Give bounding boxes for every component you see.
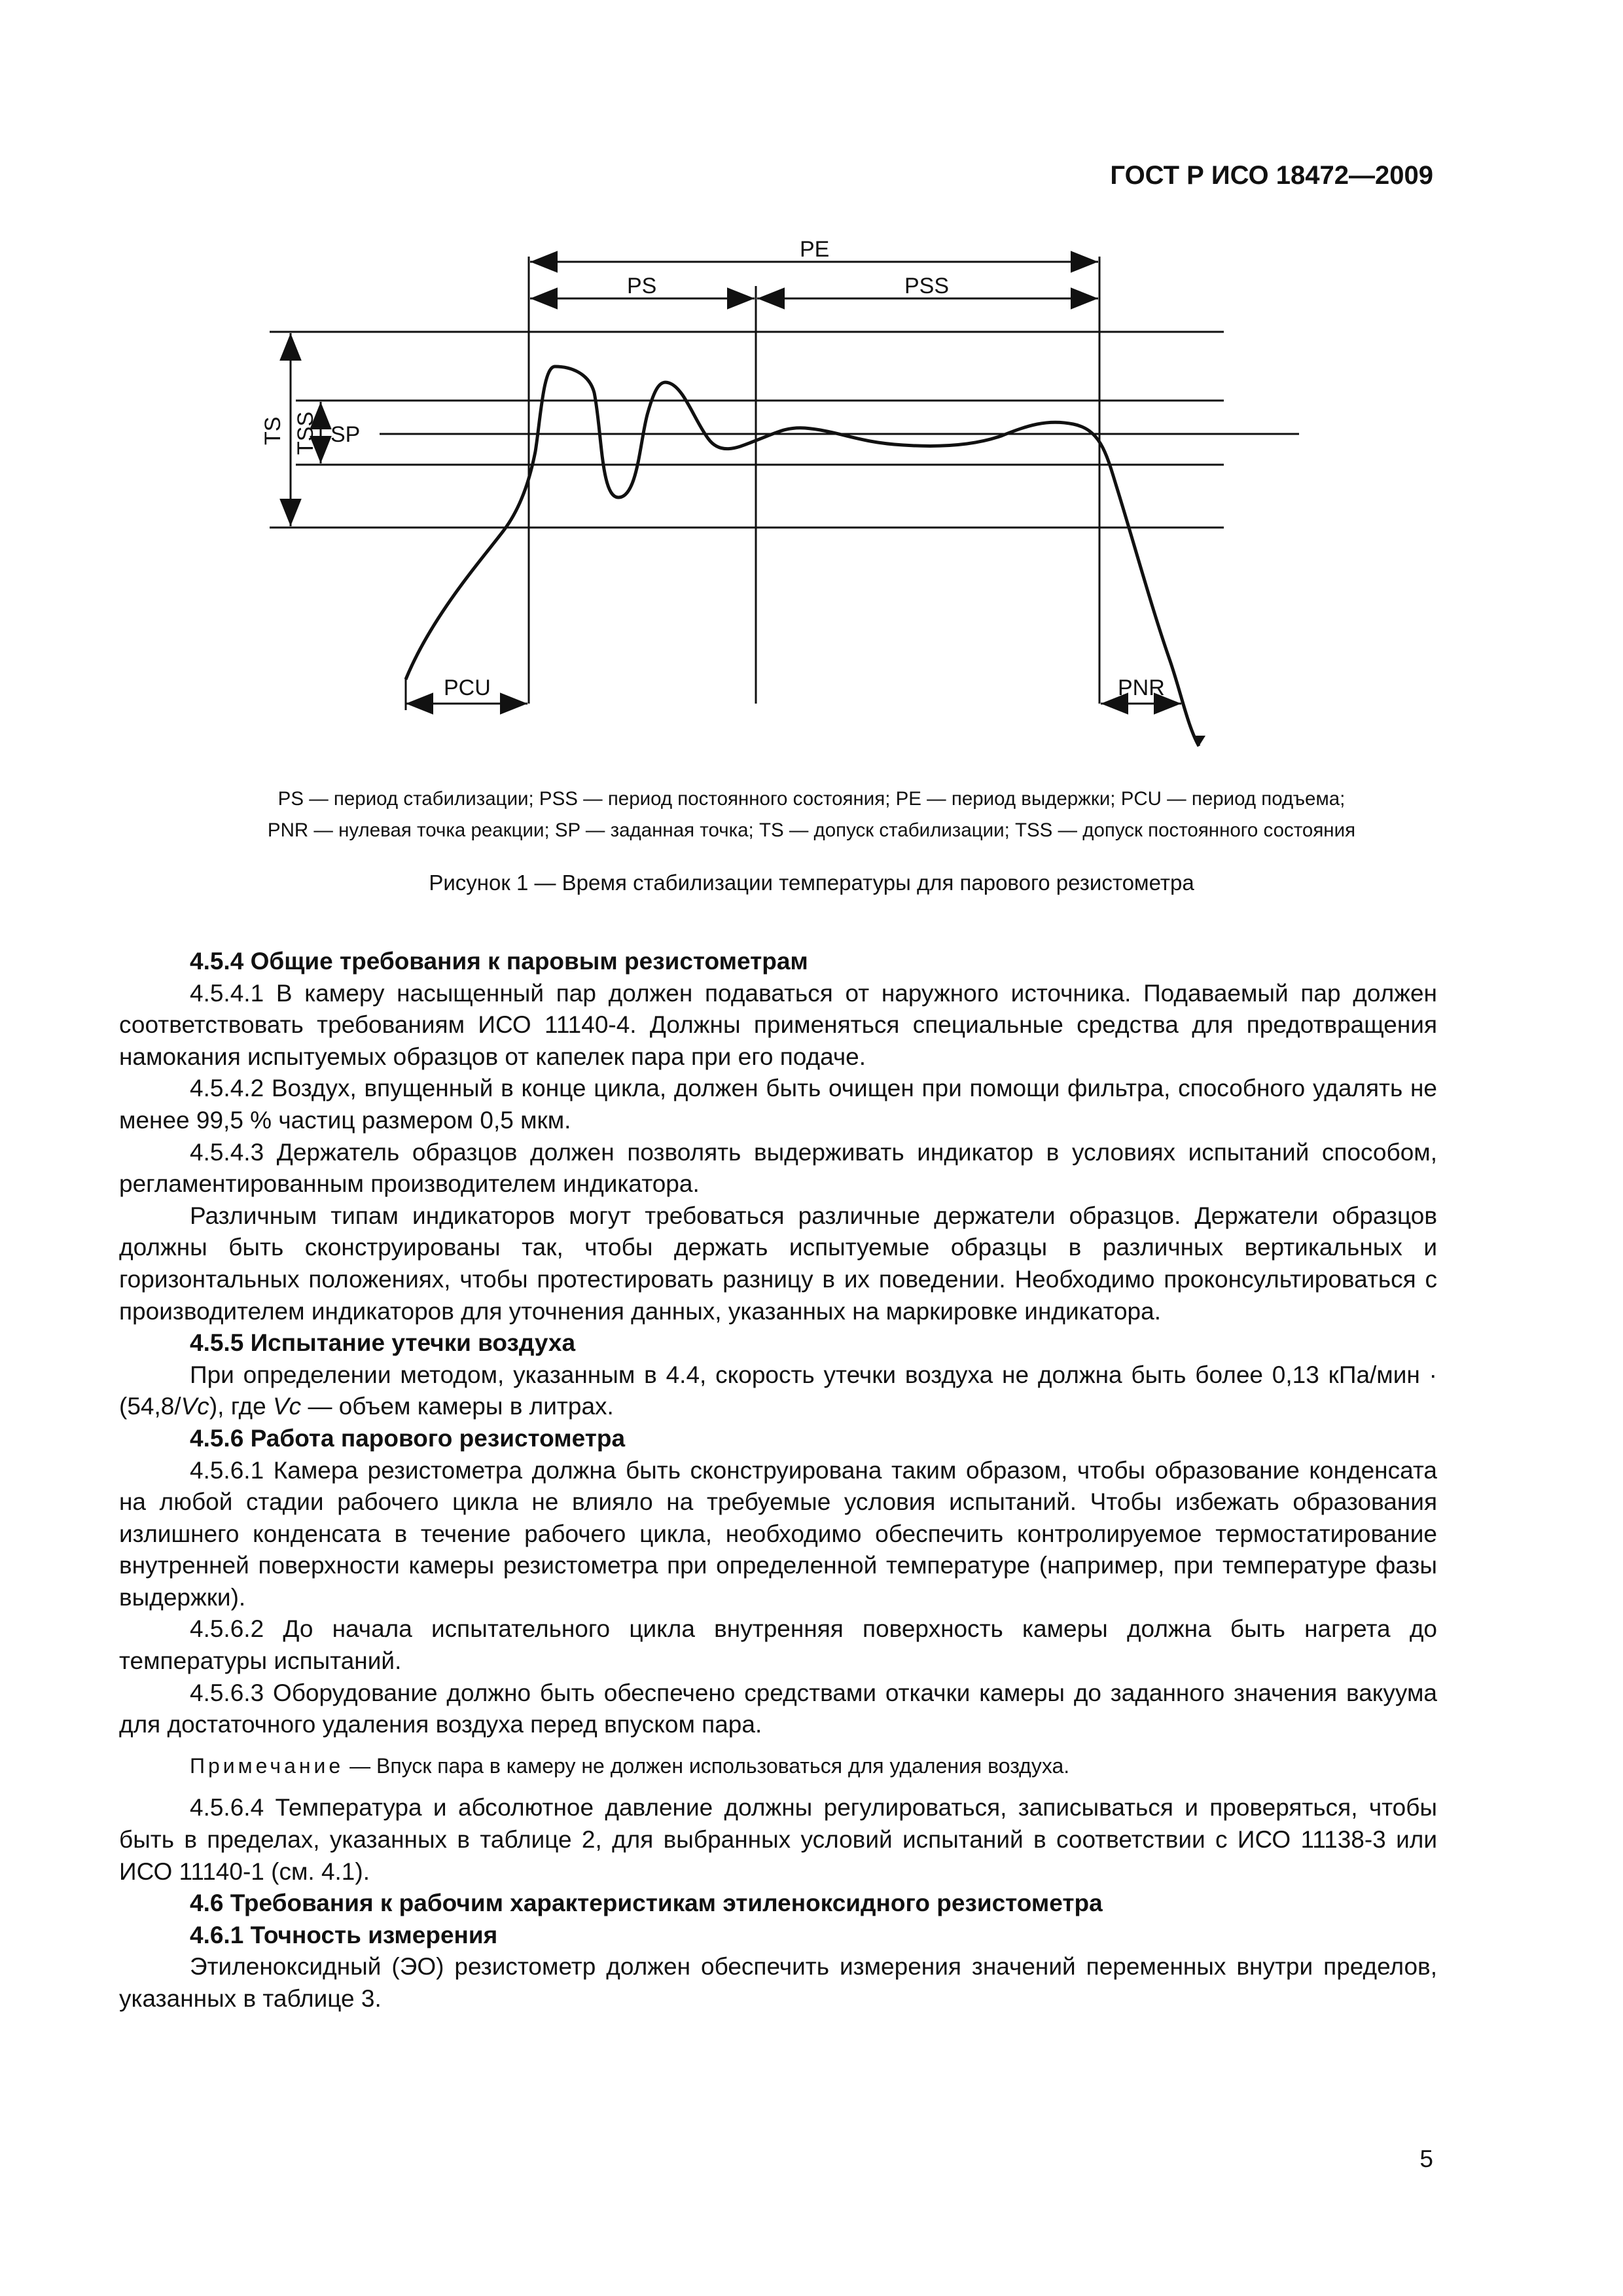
heading-4-5-4: 4.5.4 Общие требования к паровым резистометрам	[190, 948, 808, 975]
tss-label: TSS	[293, 411, 318, 455]
heading-4-5-6: 4.5.6 Работа парового резистометра	[190, 1424, 626, 1452]
pss-label: PSS	[904, 274, 950, 298]
temperature-curve	[406, 367, 1199, 746]
heading-4-6: 4.6 Требования к рабочим характеристикам этиленоксидного резистометра	[190, 1890, 1103, 1917]
figure-legend-line1: PS — период стабилизации; PSS — период постоянного состояния; PE — период выдержки; PCU — период подъема;	[277, 788, 1346, 810]
note: Примечание — Впуск пара в камеру не должен использоваться для удаления воздуха.	[190, 1753, 1070, 1778]
paragraph-4-5-6-3: 4.5.6.3 Оборудование должно быть обеспечено средствами откачки камеры до заданного значения вакуума для достаточного удаления воздуха перед впуском пара.	[119, 1679, 1437, 1738]
document-header: ГОСТ Р ИСО 18472—2009	[1110, 161, 1433, 190]
paragraph-holders: Различным типам индикаторов могут требоваться различные держатели образцов. Держатели образцов должны быть сконструированы так, чтобы держать испытуемые образцы в различных вертикальных и горизонтальных положениях, чтобы протестировать разницу в их поведении. Необходимо проконсультироваться с производителем индикаторов для уточнения данных, указанных на маркировке индикатора.	[119, 1202, 1437, 1325]
paragraph-4-5-4-3: 4.5.4.3 Держатель образцов должен позволять выдерживать индикатор в условиях испытаний способом, регламентированным производителем индикатора.	[119, 1138, 1437, 1198]
pcu-label: PCU	[444, 675, 491, 700]
page-number: 5	[1419, 2145, 1433, 2172]
document-body	[119, 946, 1437, 2015]
sp-label: SP	[330, 422, 361, 447]
pnr-label: PNR	[1118, 675, 1165, 700]
figure-stabilization-diagram	[249, 223, 1309, 759]
paragraph-4-5-5: При определении методом, указанным в 4.4, скорость утечки воздуха не должна быть более 0,13 кПа/мин · (54,8/Vc), где Vc — объем камеры в литрах.	[119, 1361, 1437, 1420]
ts-label: TS	[260, 416, 285, 445]
figure-caption: Рисунок 1 — Время стабилизации температуры для парового резистометра	[429, 870, 1194, 895]
paragraph-4-5-4-1: 4.5.4.1 В камеру насыщенный пар должен подаваться от наружного источника. Подаваемый пар должен соответствовать требованиям ИСО 11140-4. Должны применяться специальные средства для предотвращения намокания испытуемых образцов от капелек пара при его подаче.	[119, 979, 1437, 1070]
heading-4-5-5: 4.5.5 Испытание утечки воздуха	[190, 1329, 576, 1357]
figure-legend-line2: PNR — нулевая точка реакции; SP — заданная точка; TS — допуск стабилизации; TSS — допуск постоянного состояния	[267, 819, 1356, 841]
paragraph-4-6-1: Этиленоксидный (ЭО) резистометр должен обеспечить измерения значений переменных внутри пределов, указанных в таблице 3.	[119, 1953, 1437, 2012]
ps-label: PS	[627, 274, 657, 298]
heading-4-6-1: 4.6.1 Точность измерения	[190, 1921, 498, 1948]
paragraph-4-5-6-1: 4.5.6.1 Камера резистометра должна быть сконструирована таким образом, чтобы образование конденсата на любой стадии рабочего цикла не влияло на требуемые условия испытаний. Чтобы избежать образования излишнего конденсата в течение рабочего цикла, необходимо обеспечить контролируемое термостатирование внутренней поверхности камеры резистометра при определенной температуре (например, при температуре фазы выдержки).	[119, 1456, 1437, 1611]
paragraph-4-5-6-2: 4.5.6.2 До начала испытательного цикла внутренняя поверхность камеры должна быть нагрета до температуры испытаний.	[119, 1615, 1437, 1675]
paragraph-4-5-4-2: 4.5.4.2 Воздух, впущенный в конце цикла, должен быть очищен при помощи фильтра, способного удалять не менее 99,5 % частиц размером 0,5 мкм.	[119, 1075, 1437, 1134]
paragraph-4-5-6-4: 4.5.6.4 Температура и абсолютное давление должны регулироваться, записываться и проверяться, чтобы быть в пределах, указанных в таблице 2, для выбранных условий испытаний в соответствии с ИСО 11138-3 или ИСО 11140-1 (см. 4.1).	[119, 1794, 1437, 1885]
pe-label: PE	[800, 237, 830, 262]
